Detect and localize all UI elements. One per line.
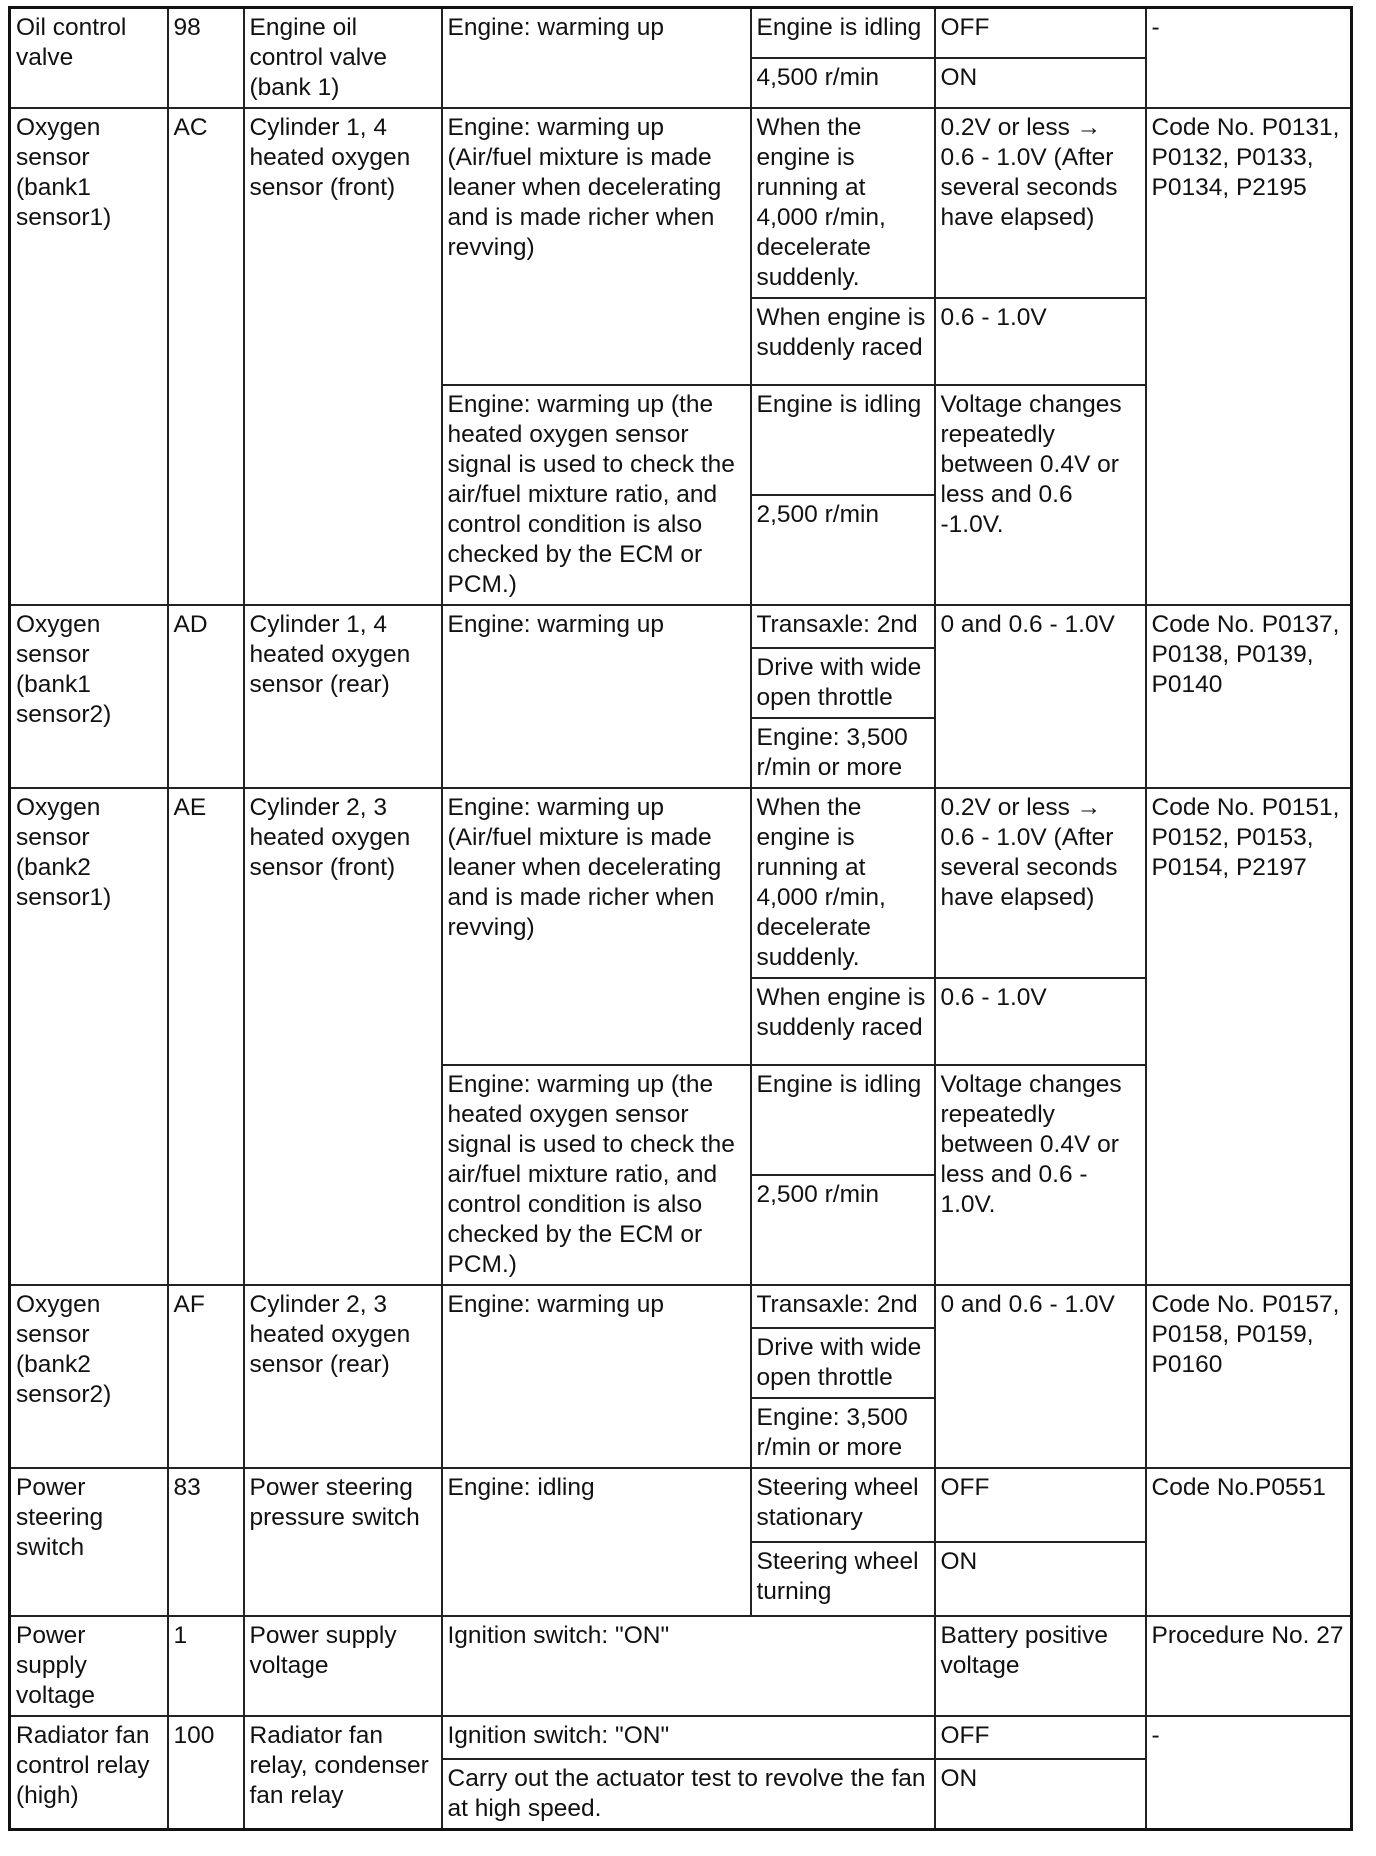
- reference-cell: Code No. P0151, P0152, P0153, P0154, P2197: [1146, 788, 1352, 1285]
- item-cell: Power supply voltage: [10, 1616, 168, 1716]
- table-row: [10, 1285, 1352, 1328]
- condition-cell: Engine: warming up: [442, 8, 751, 109]
- value-cell: 0 and 0.6 - 1.0V: [935, 1285, 1146, 1468]
- table-row: [10, 1716, 1352, 1759]
- condition-cell: Engine: warming up (Air/fuel mixture is made leaner when decelerating and is made richer when revving): [442, 788, 751, 1065]
- check-cell: Transaxle: 2nd: [751, 1285, 935, 1328]
- item-cell: Oil control valve: [10, 8, 168, 109]
- condition-cell: Engine: warming up: [442, 605, 751, 788]
- reference-cell: Code No. P0131, P0132, P0133, P0134, P2195: [1146, 108, 1352, 605]
- check-cell: When engine is suddenly raced: [751, 978, 935, 1065]
- check-cell: 2,500 r/min: [751, 495, 935, 605]
- condition-cell: Engine: warming up (the heated oxygen sensor signal is used to check the air/fuel mixture ratio, and control condition is also checked by the ECM or PCM.): [442, 385, 751, 605]
- terminal-cell: 98: [168, 8, 244, 109]
- check-cell: Engine is idling: [751, 8, 935, 58]
- inspection-spec-table: [8, 6, 1353, 1831]
- check-cell: Transaxle: 2nd: [751, 605, 935, 648]
- description-cell: Cylinder 2, 3 heated oxygen sensor (front): [244, 788, 442, 1285]
- description-cell: Engine oil control valve (bank 1): [244, 8, 442, 109]
- description-cell: Cylinder 1, 4 heated oxygen sensor (front): [244, 108, 442, 605]
- value-cell: Voltage changes repeatedly between 0.4V or less and 0.6 -1.0V.: [935, 385, 1146, 605]
- check-cell: Steering wheel turning: [751, 1542, 935, 1616]
- item-cell: Oxygen sensor (bank2 sensor2): [10, 1285, 168, 1468]
- table-row: [10, 108, 1352, 298]
- value-cell: OFF: [935, 8, 1146, 58]
- condition-cell: Engine: warming up: [442, 1285, 751, 1468]
- description-cell: Cylinder 2, 3 heated oxygen sensor (rear): [244, 1285, 442, 1468]
- table-row: [10, 788, 1352, 978]
- check-cell: Engine: 3,500 r/min or more: [751, 718, 935, 788]
- value-cell: ON: [935, 58, 1146, 108]
- item-cell: Radiator fan control relay (high): [10, 1716, 168, 1830]
- check-cell: Steering wheel stationary: [751, 1468, 935, 1542]
- value-cell: Battery positive voltage: [935, 1616, 1146, 1716]
- condition-cell: Engine: warming up (Air/fuel mixture is made leaner when decelerating and is made richer when revving): [442, 108, 751, 385]
- reference-cell: -: [1146, 1716, 1352, 1830]
- terminal-cell: 100: [168, 1716, 244, 1830]
- table-row: [10, 1616, 1352, 1716]
- condition-cell: Engine: warming up (the heated oxygen sensor signal is used to check the air/fuel mixture ratio, and control condition is also checked by the ECM or PCM.): [442, 1065, 751, 1285]
- description-cell: Cylinder 1, 4 heated oxygen sensor (rear): [244, 605, 442, 788]
- item-cell: Oxygen sensor (bank1 sensor1): [10, 108, 168, 605]
- value-cell: OFF: [935, 1716, 1146, 1759]
- reference-cell: -: [1146, 8, 1352, 109]
- description-cell: Radiator fan relay, condenser fan relay: [244, 1716, 442, 1830]
- check-cell: When the engine is running at 4,000 r/min, decelerate suddenly.: [751, 108, 935, 298]
- check-cell: Engine is idling: [751, 1065, 935, 1175]
- condition-cell: Ignition switch: "ON": [442, 1616, 935, 1716]
- value-cell: OFF: [935, 1468, 1146, 1542]
- item-cell: Oxygen sensor (bank1 sensor2): [10, 605, 168, 788]
- terminal-cell: 83: [168, 1468, 244, 1616]
- check-cell: Engine is idling: [751, 385, 935, 495]
- condition-cell: Engine: idling: [442, 1468, 751, 1616]
- value-cell: 0 and 0.6 - 1.0V: [935, 605, 1146, 788]
- value-cell: Voltage changes repeatedly between 0.4V or less and 0.6 - 1.0V.: [935, 1065, 1146, 1285]
- terminal-cell: AE: [168, 788, 244, 1285]
- check-cell: Engine: 3,500 r/min or more: [751, 1398, 935, 1468]
- item-cell: Oxygen sensor (bank2 sensor1): [10, 788, 168, 1285]
- check-cell: 2,500 r/min: [751, 1175, 935, 1285]
- reference-cell: Code No.P0551: [1146, 1468, 1352, 1616]
- terminal-cell: AC: [168, 108, 244, 605]
- spec-table-container: [8, 6, 1353, 1831]
- item-cell: Power steering switch: [10, 1468, 168, 1616]
- value-cell: 0.6 - 1.0V: [935, 298, 1146, 385]
- table-row: [10, 1468, 1352, 1542]
- condition-cell: Carry out the actuator test to revolve the fan at high speed.: [442, 1759, 935, 1830]
- value-cell: ON: [935, 1542, 1146, 1616]
- table-row: [10, 8, 1352, 58]
- description-cell: Power supply voltage: [244, 1616, 442, 1716]
- value-cell: ON: [935, 1759, 1146, 1830]
- value-cell: 0.2V or less → 0.6 - 1.0V (After several seconds have elapsed): [935, 108, 1146, 298]
- reference-cell: Code No. P0157, P0158, P0159, P0160: [1146, 1285, 1352, 1468]
- description-cell: Power steering pressure switch: [244, 1468, 442, 1616]
- terminal-cell: 1: [168, 1616, 244, 1716]
- check-cell: When engine is suddenly raced: [751, 298, 935, 385]
- value-cell: 0.6 - 1.0V: [935, 978, 1146, 1065]
- reference-cell: Code No. P0137, P0138, P0139, P0140: [1146, 605, 1352, 788]
- reference-cell: Procedure No. 27: [1146, 1616, 1352, 1716]
- terminal-cell: AF: [168, 1285, 244, 1468]
- check-cell: When the engine is running at 4,000 r/min, decelerate suddenly.: [751, 788, 935, 978]
- check-cell: Drive with wide open throttle: [751, 648, 935, 718]
- value-cell: 0.2V or less → 0.6 - 1.0V (After several seconds have elapsed): [935, 788, 1146, 978]
- condition-cell: Ignition switch: "ON": [442, 1716, 935, 1759]
- terminal-cell: AD: [168, 605, 244, 788]
- table-row: [10, 605, 1352, 648]
- check-cell: 4,500 r/min: [751, 58, 935, 108]
- check-cell: Drive with wide open throttle: [751, 1328, 935, 1398]
